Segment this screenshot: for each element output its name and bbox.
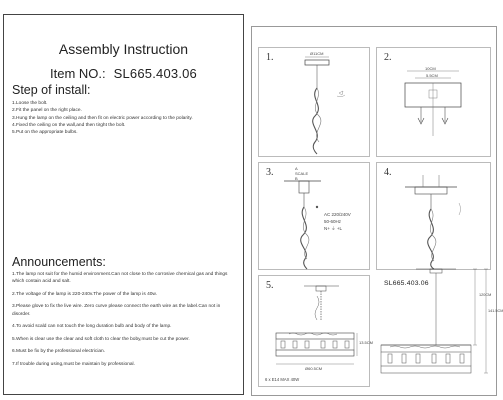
- step-4-panel: [376, 162, 491, 270]
- step-number: 2.: [384, 52, 392, 63]
- install-steps-heading: Step of install:: [12, 83, 91, 97]
- voltage-label: AC 220/240V: [324, 212, 351, 217]
- model-number-label: SL665.403.06: [384, 280, 429, 287]
- step-5-panel: [258, 275, 374, 387]
- step-number: 4.: [384, 167, 392, 178]
- document-title: Assembly Instruction: [58, 41, 189, 57]
- announcement-item: 1.The lamp not suit for the humid environment.Can not close to the corrosive chemical gas and things which contain acid and salt.: [12, 272, 228, 285]
- announcement-item: 2.The voltage of the lamp is 220-240v.The power of the lamp is 40w.: [12, 291, 157, 297]
- fixture-height-dimension: 13.5CM: [359, 340, 374, 345]
- install-step: 4.Fixed the ceiling on the wall,and then tirght the bolt.: [12, 122, 126, 128]
- mount-label-scale: SCALE: [295, 171, 309, 176]
- announcements-list: [12, 271, 238, 373]
- bulb-spec: 6 x E14 MAX 40W: [265, 377, 300, 382]
- fixture-width-dimension: Ø60.5CM: [305, 366, 323, 371]
- install-steps-list: [12, 100, 238, 136]
- install-step: 2.Fit the panel on the right place.: [12, 108, 82, 114]
- step-4-drawing: [377, 163, 492, 271]
- plate-inner-dimension: 5.5CM: [426, 73, 438, 78]
- mount-label-b: B: [295, 176, 298, 181]
- announcement-item: 5.When is clear use the clear and soft cloth to clear the boby,must be cut the power.: [12, 336, 190, 342]
- item-number-label: Item NO.:: [50, 66, 106, 81]
- step-3-panel: [258, 162, 370, 270]
- canopy-dimension: Ø11CM: [310, 51, 324, 56]
- announcement-item: 6.Must be fix by the professional electrician.: [12, 349, 106, 355]
- step-2-panel: [376, 47, 491, 157]
- plate-outer-dimension: 10CM: [425, 66, 436, 71]
- total-height-dimension: 141.5CM: [488, 309, 503, 313]
- wiring-label: N+ ⏚ +L: [324, 226, 343, 231]
- step-2-drawing: [377, 48, 492, 158]
- instruction-text-page: [3, 14, 244, 395]
- install-step: 5.Put on the appropriate bulbs.: [12, 130, 78, 136]
- frequency-label: 50-60Hz: [324, 219, 342, 224]
- step-3-drawing: [259, 163, 371, 271]
- item-number-line: [4, 66, 243, 81]
- install-step: 1.Loose the bolt.: [12, 101, 48, 106]
- install-step: 3.Hung the lamp on the ceiling and then fit on electric power according to the polarity.: [12, 115, 193, 121]
- mount-label-a: A: [295, 166, 298, 171]
- model-front-view-drawing: [376, 263, 503, 393]
- announcement-item: 4.To avoid scald can not touch the long duration bulb and body of the lamp.: [12, 324, 172, 330]
- step-5-drawing: [259, 276, 374, 388]
- step-number: 1.: [266, 52, 274, 63]
- step-1-drawing: [259, 48, 371, 158]
- diagram-page: [251, 26, 503, 396]
- step-1-panel: [258, 47, 370, 157]
- step-number: 3.: [266, 167, 274, 178]
- announcement-item: 3.Please glove to fix the live wire. Zero curve please connect the earth wire as the label.Can not in disorder.: [12, 304, 221, 317]
- item-number-value: SL665.403.06: [113, 66, 197, 81]
- announcement-item: 7.If trouble during using,must be maintain by professional.: [12, 361, 135, 367]
- step-number: 5.: [266, 280, 274, 291]
- announcements-heading: Announcements:: [12, 255, 106, 269]
- chain-height-dimension: 120CM: [479, 293, 492, 297]
